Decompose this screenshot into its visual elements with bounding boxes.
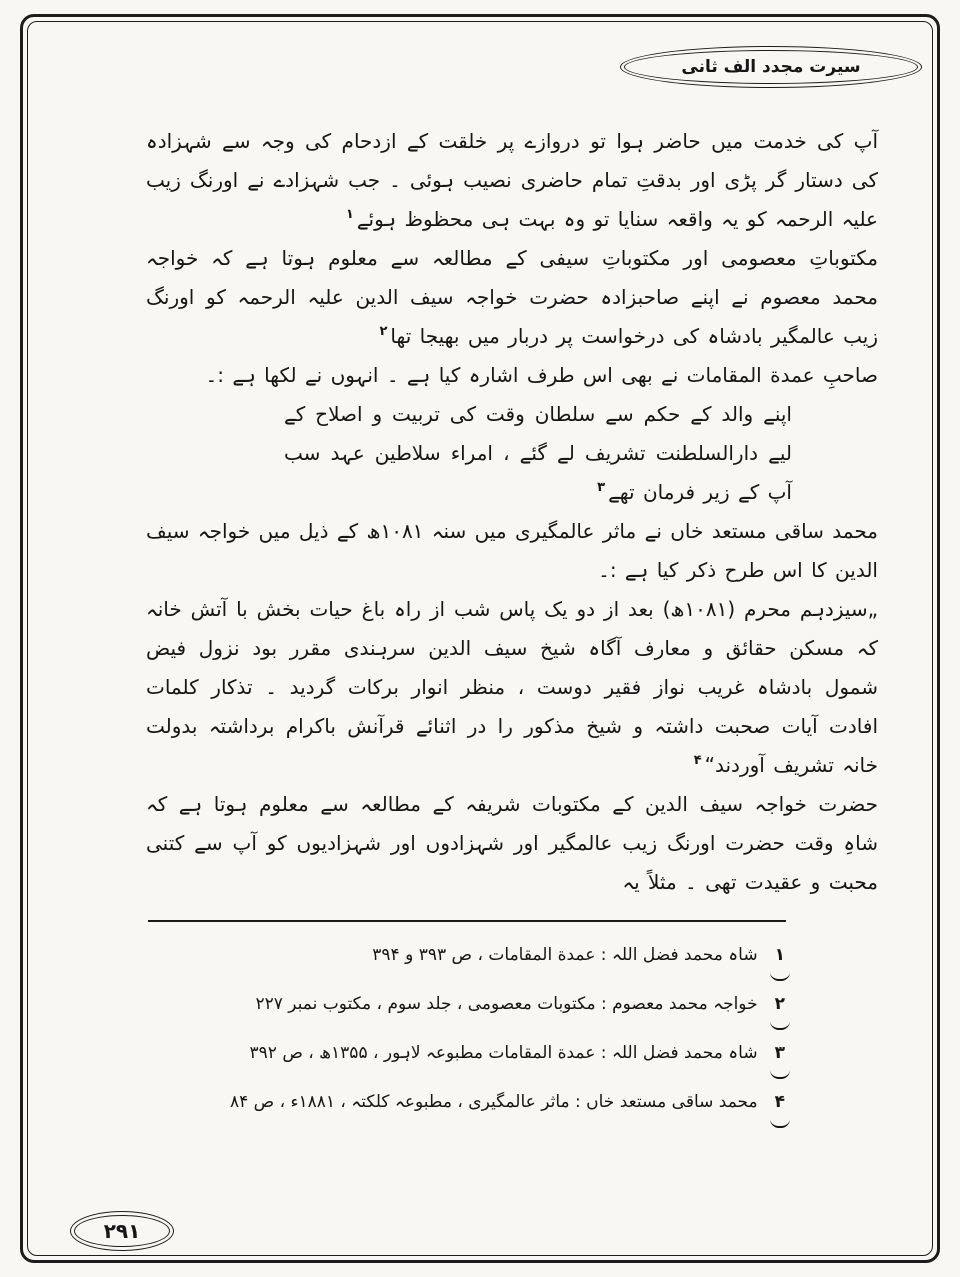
footnote-marker: ۳ bbox=[770, 1030, 790, 1079]
footnote bbox=[146, 1030, 878, 1079]
page-number-badge bbox=[70, 1211, 174, 1251]
paragraph-text: حضرت خواجہ سیف الدین کے مکتوبات شریفہ کے مطالعہ سے معلوم ہوتا ہے کہ شاہِ وقت حضرت اورنگ زیب عالمگیر اور شہزادوں اور شہزادیوں کو آپ سے کتنی محبت و عقیدت تھی ۔ مثلاً یہ bbox=[146, 792, 878, 894]
page-number-badge-inner bbox=[74, 1215, 170, 1247]
footnote-text: شاہ محمد فضل اللہ : عمدة المقامات مطبوعہ لاہور ، ۱۳۵۵ھ ، ص ۳۹۲ bbox=[249, 1043, 758, 1063]
footnote-marker: ۴ bbox=[770, 1079, 790, 1128]
footnote-ref: ۳ bbox=[597, 480, 606, 496]
paragraph-text: اپنے والد کے حکم سے سلطان وقت کی تربیت و اصلاح کے لیے دارالسلطنت تشریف لے گئے ، امراء سلاطین عہد سب آپ کے زیر فرمان تھے bbox=[284, 402, 792, 504]
header-cartouche bbox=[620, 46, 922, 88]
page-number: ۲۹۱ bbox=[103, 1219, 141, 1243]
paragraph-text: „سیزدہم محرم (۱۰۸۱ھ) بعد از دو یک پاس شب از راہ باغ حیات بخش با آتش خانہ کہ مسکن حقائق و معارف آگاہ شیخ سیف الدین سرہندی مقرر بود نزول فیض شمول بادشاہ غریب نواز فقیر دوست ، منظر انوار برکات گردید ۔ تذکار کلمات افادت آیات صحبت داشتہ و شیخ مذکور را در اثنائے قرآنش باکرام برداشتہ بدولت خانہ تشریف آوردند“ bbox=[146, 597, 879, 777]
footnote-ref: ۲ bbox=[379, 324, 388, 340]
paragraph-text: صاحبِ عمدة المقامات نے بھی اس طرف اشارہ کیا ہے ۔ انہوں نے لکھا ہے :۔ bbox=[205, 363, 878, 387]
paragraph bbox=[146, 785, 878, 902]
paragraph-text: آپ کی خدمت میں حاضر ہوا تو دروازے پر خلقت کے ازدحام کی وجہ سے شہزادہ کی دستار گر پڑی اور بدقتِ تمام حاضری نصیب ہوئی ۔ جب شہزادے نے اورنگ زیب علیہ الرحمہ کو یہ واقعہ سنایا تو وہ بہت ہی محظوظ ہوئے bbox=[146, 129, 878, 231]
footnote bbox=[146, 1079, 878, 1128]
book-title: سیرت مجدد الف ثانی bbox=[681, 57, 861, 77]
footnote-marker: ۲ bbox=[770, 981, 790, 1030]
footnote-marker: ۱ bbox=[770, 932, 790, 981]
quote-paragraph bbox=[146, 590, 878, 785]
footnote bbox=[146, 981, 878, 1030]
footnote-ref: ۴ bbox=[693, 753, 702, 769]
paragraph-text: مکتوباتِ معصومی اور مکتوباتِ سیفی کے مطالعہ سے معلوم ہوتا ہے کہ خواجہ محمد معصوم نے اپنے صاحبزادہ حضرت خواجہ سیف الدین علیہ الرحمہ کو اورنگ زیب عالمگیر بادشاہ کی درخواست پر دربار میں بھیجا تھا bbox=[146, 246, 878, 348]
footnote-ref: ۱ bbox=[345, 207, 354, 223]
paragraph bbox=[146, 122, 878, 239]
footnote-separator bbox=[148, 920, 786, 922]
paragraph-text: محمد ساقی مستعد خاں نے ماثر عالمگیری میں سنہ ۱۰۸۱ھ کے ذیل میں خواجہ سیف الدین کا اس طرح ذکر کیا ہے :۔ bbox=[146, 519, 878, 582]
paragraph bbox=[146, 239, 878, 356]
footnote-text: محمد ساقی مستعد خاں : ماثر عالمگیری ، مطبوعہ کلکتہ ، ۱۸۸۱ء ، ص ۸۴ bbox=[229, 1092, 758, 1112]
paragraph bbox=[146, 512, 878, 590]
footnote bbox=[146, 932, 878, 981]
paragraph bbox=[146, 356, 878, 395]
footnote-text: خواجہ محمد معصوم : مکتوبات معصومی ، جلد سوم ، مکتوب نمبر ۲۲۷ bbox=[255, 994, 758, 1014]
quote-paragraph bbox=[284, 395, 792, 512]
footnote-text: شاہ محمد فضل اللہ : عمدة المقامات ، ص ۳۹۳ و ۳۹۴ bbox=[372, 945, 758, 965]
header-cartouche-inner bbox=[624, 50, 918, 84]
body-text bbox=[146, 122, 878, 1128]
